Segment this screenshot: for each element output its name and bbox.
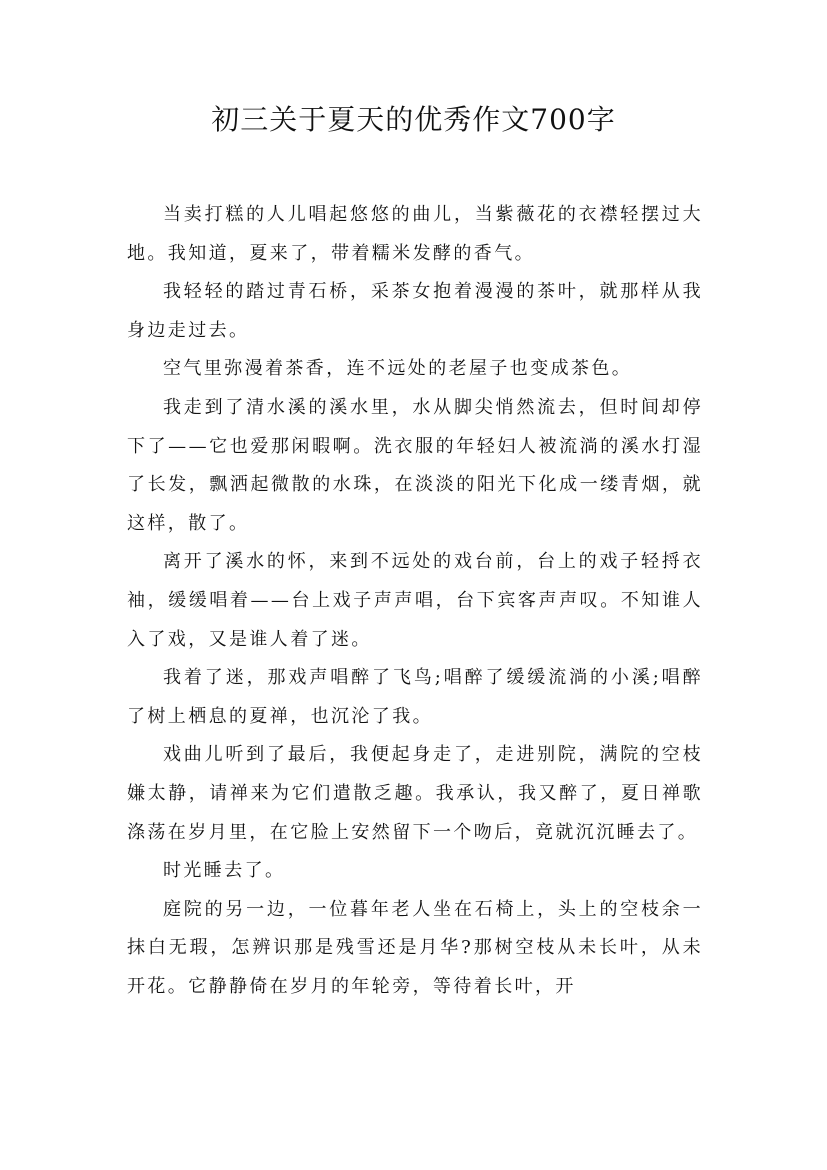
paragraph-9: 庭院的另一边，一位暮年老人坐在石椅上，头上的空枝余一抹白无瑕，怎辨识那是残雪还是月华?那树空枝从未长叶，从未开花。它静静倚在岁月的年轮旁，等待着长叶，开: [127, 898, 703, 997]
paragraph-4: 我走到了清水溪的溪水里，水从脚尖悄然流去，但时间却停下了——它也爱那闲暇啊。洗衣服的年轻妇人被流淌的溪水打湿了长发，飘洒起微散的水珠，在淡淡的阳光下化成一缕青烟，就这样，散了。: [127, 396, 703, 534]
paragraph-2: 我轻轻的踏过青石桥，采茶女抱着漫漫的茶叶，就那样从我身边走过去。: [127, 281, 703, 341]
paragraph-1: 当卖打糕的人儿唱起悠悠的曲儿，当紫薇花的衣襟轻摆过大地。我知道，夏来了，带着糯米发酵的香气。: [127, 204, 703, 264]
paragraph-3: 空气里弥漫着茶香，连不远处的老屋子也变成茶色。: [163, 358, 633, 380]
paragraph-5: 离开了溪水的怀，来到不远处的戏台前，台上的戏子轻捋衣袖，缓缓唱着——台上戏子声声唱，台下宾客声声叹。不知谁人入了戏，又是谁人着了迷。: [127, 551, 703, 650]
essay-body: [127, 196, 703, 1006]
document-title: 初三关于夏天的优秀作文700字: [211, 103, 616, 136]
paragraph-8: 时光睡去了。: [163, 860, 286, 882]
paragraph-6: 我着了迷，那戏声唱醉了飞鸟;唱醉了缓缓流淌的小溪;唱醉了树上栖息的夏禅，也沉沦了我。: [127, 667, 703, 727]
paragraph-7: 戏曲儿听到了最后，我便起身走了，走进别院，满院的空枝嫌太静，请禅来为它们遣散乏趣。我承认，我又醉了，夏日禅歌涤荡在岁月里，在它脸上安然留下一个吻后，竟就沉沉睡去了。: [127, 744, 703, 843]
